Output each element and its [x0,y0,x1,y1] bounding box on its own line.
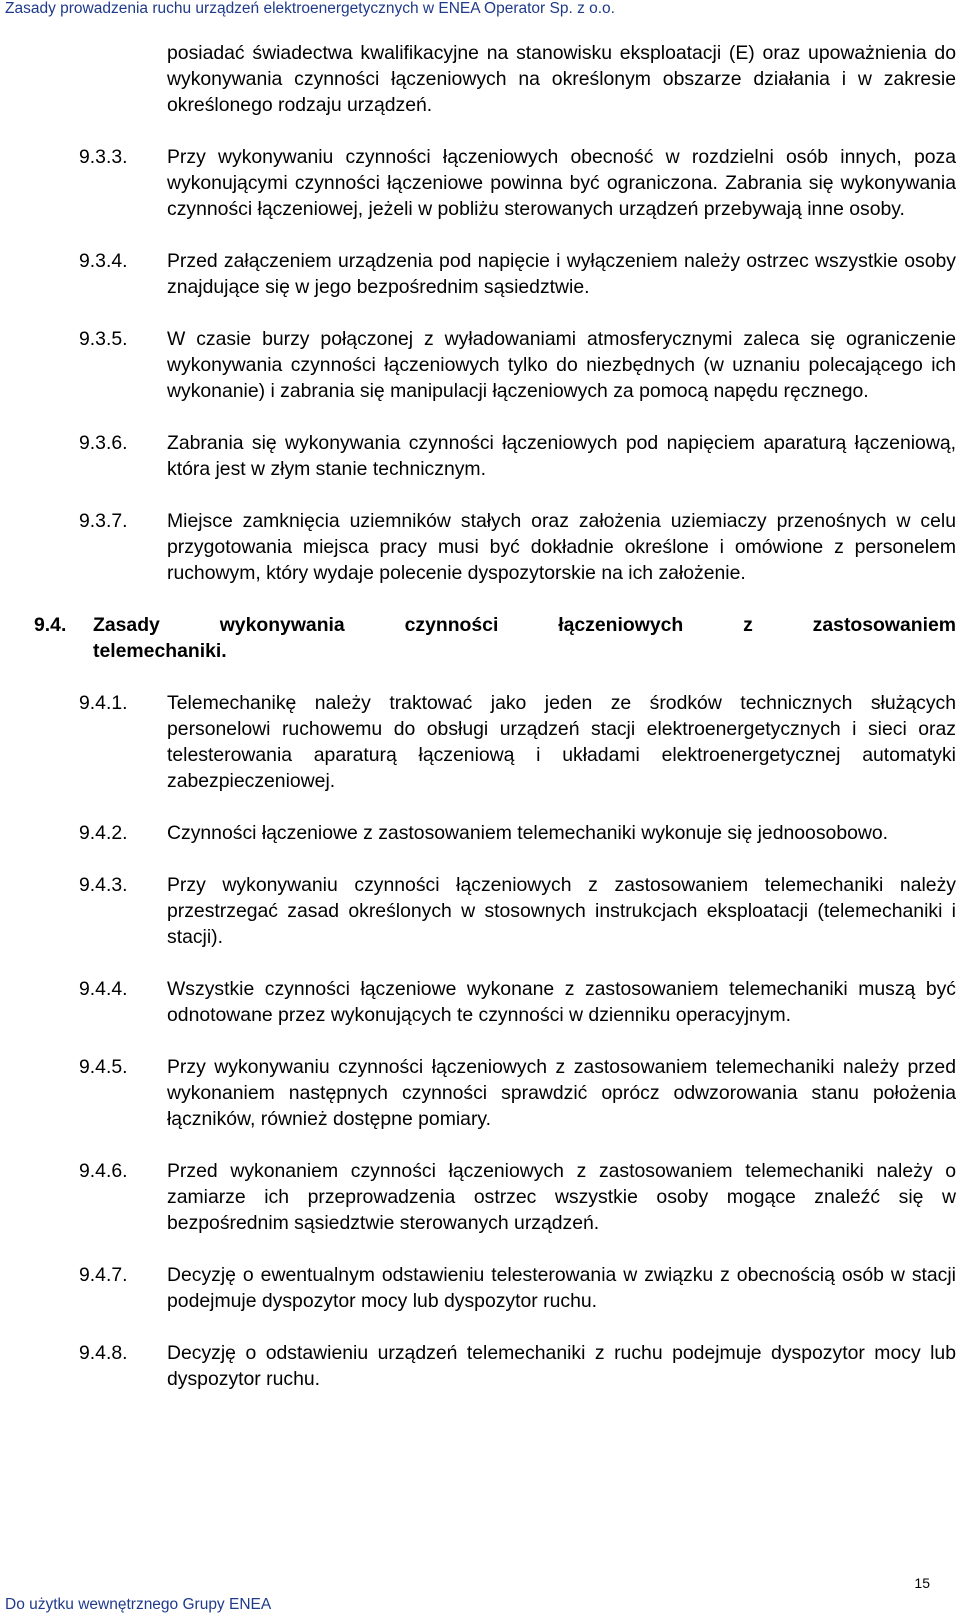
clause-text: Zabrania się wykonywania czynności łączeniowych pod napięciem aparaturą łączeniową, która jest w złym stanie technicznym. [167,432,956,480]
page-number: 15 [914,1575,930,1591]
section-title-line-1: Zasady wykonywania czynności łączeniowych z zastosowaniem [93,614,956,636]
clause-9-3-3 [0,144,960,222]
clause-number: 9.3.4. [79,250,128,272]
clause-9-4-3 [0,872,960,950]
clause-text: Przed wykonaniem czynności łączeniowych z zastosowaniem telemechaniki należy o zamiarze ich przeprowadzenia ostrzec wszystkie osoby mogące znaleźć się w bezpośrednim sąsiedztwie sterowanych urządzeń. [167,1160,956,1234]
document-body [0,40,960,1418]
clause-text: Wszystkie czynności łączeniowe wykonane z zastosowaniem telemechaniki muszą być odnotowane przez wykonujących te czynności w dzienniku operacyjnym. [167,978,956,1026]
clause-9-4-1 [0,690,960,794]
clause-number: 9.4.8. [79,1342,128,1364]
clause-9-4-2 [0,820,960,846]
document-footer: Do użytku wewnętrznego Grupy ENEA [5,1596,272,1613]
clause-9-4-5 [0,1054,960,1132]
clause-text: Telemechanikę należy traktować jako jeden ze środków technicznych służących personelowi ruchowemu do obsługi urządzeń stacji elektroenergetycznych i sieci oraz telesterowania aparaturą łączeniową i układami elektroenergetycznej automatyki zabezpieczeniowej. [167,692,956,792]
clause-9-4-4 [0,976,960,1028]
section-title [93,612,956,664]
clause-text: W czasie burzy połączonej z wyładowaniami atmosferycznymi zaleca się ograniczenie wykonywania czynności łączeniowych tylko do niezbędnych (w uznaniu polecającego ich wykonanie) i zabrania się manipulacji łączeniowych za pomocą napędu ręcznego. [167,328,956,402]
clause-number: 9.4.6. [79,1160,128,1182]
clause-text: Przy wykonywaniu czynności łączeniowych obecność w rozdzielni osób innych, poza wykonującymi czynności łączeniowe powinna być ograniczona. Zabrania się wykonywania czynności łączeniowej, jeżeli w pobliżu sterowanych urządzeń przebywają inne osoby. [167,146,956,220]
section-number: 9.4. [34,614,67,636]
clause-number: 9.4.3. [79,874,128,896]
clause-number: 9.3.3. [79,146,128,168]
clause-9-3-4 [0,248,960,300]
clause-9-4-6 [0,1158,960,1236]
continuation-paragraph: posiadać świadectwa kwalifikacyjne na stanowisku eksploatacji (E) oraz upoważnienia do wykonywania czynności łączeniowych na określonym obszarze działania i w zakresie określonego rodzaju urządzeń. [167,42,956,116]
clause-number: 9.4.4. [79,978,128,1000]
clause-text: Decyzję o ewentualnym odstawieniu telesterowania w związku z obecnością osób w stacji podejmuje dyspozytor mocy lub dyspozytor ruchu. [167,1264,956,1312]
clause-text: Miejsce zamknięcia uziemników stałych oraz założenia uziemiaczy przenośnych w celu przygotowania miejsca pracy musi być dokładnie określone i omówione z personelem ruchowym, który wydaje polecenie dyspozytorskie na ich założenie. [167,510,956,584]
clause-text: Przy wykonywaniu czynności łączeniowych z zastosowaniem telemechaniki należy przestrzegać zasad określonych w stosownych instrukcjach eksploatacji (telemechaniki i stacji). [167,874,956,948]
clause-9-3-5 [0,326,960,404]
clause-text: Decyzję o odstawieniu urządzeń telemechaniki z ruchu podejmuje dyspozytor mocy lub dyspozytor ruchu. [167,1342,956,1390]
clause-9-4-8 [0,1340,960,1392]
clause-number: 9.4.2. [79,822,128,844]
clause-number: 9.4.1. [79,692,128,714]
clause-9-3-7 [0,508,960,586]
document-header: Zasady prowadzenia ruchu urządzeń elektroenergetycznych w ENEA Operator Sp. z o.o. [5,0,615,17]
section-title-line-2: telemechaniki. [93,640,227,662]
clause-9-4-7 [0,1262,960,1314]
clause-text: Czynności łączeniowe z zastosowaniem telemechaniki wykonuje się jednoosobowo. [167,822,889,844]
clause-number: 9.4.5. [79,1056,128,1078]
clause-text: Przed załączeniem urządzenia pod napięcie i wyłączeniem należy ostrzec wszystkie osoby znajdujące się w jego bezpośrednim sąsiedztwie. [167,250,956,298]
clause-number: 9.4.7. [79,1264,128,1286]
section-9-4-heading [0,612,960,664]
clause-text: Przy wykonywaniu czynności łączeniowych z zastosowaniem telemechaniki należy przed wykonaniem następnych czynności sprawdzić oprócz odwzorowania stanu położenia łączników, również dostępne pomiary. [167,1056,956,1130]
clause-number: 9.3.5. [79,328,128,350]
clause-number: 9.3.6. [79,432,128,454]
clause-9-3-6 [0,430,960,482]
clause-number: 9.3.7. [79,510,128,532]
